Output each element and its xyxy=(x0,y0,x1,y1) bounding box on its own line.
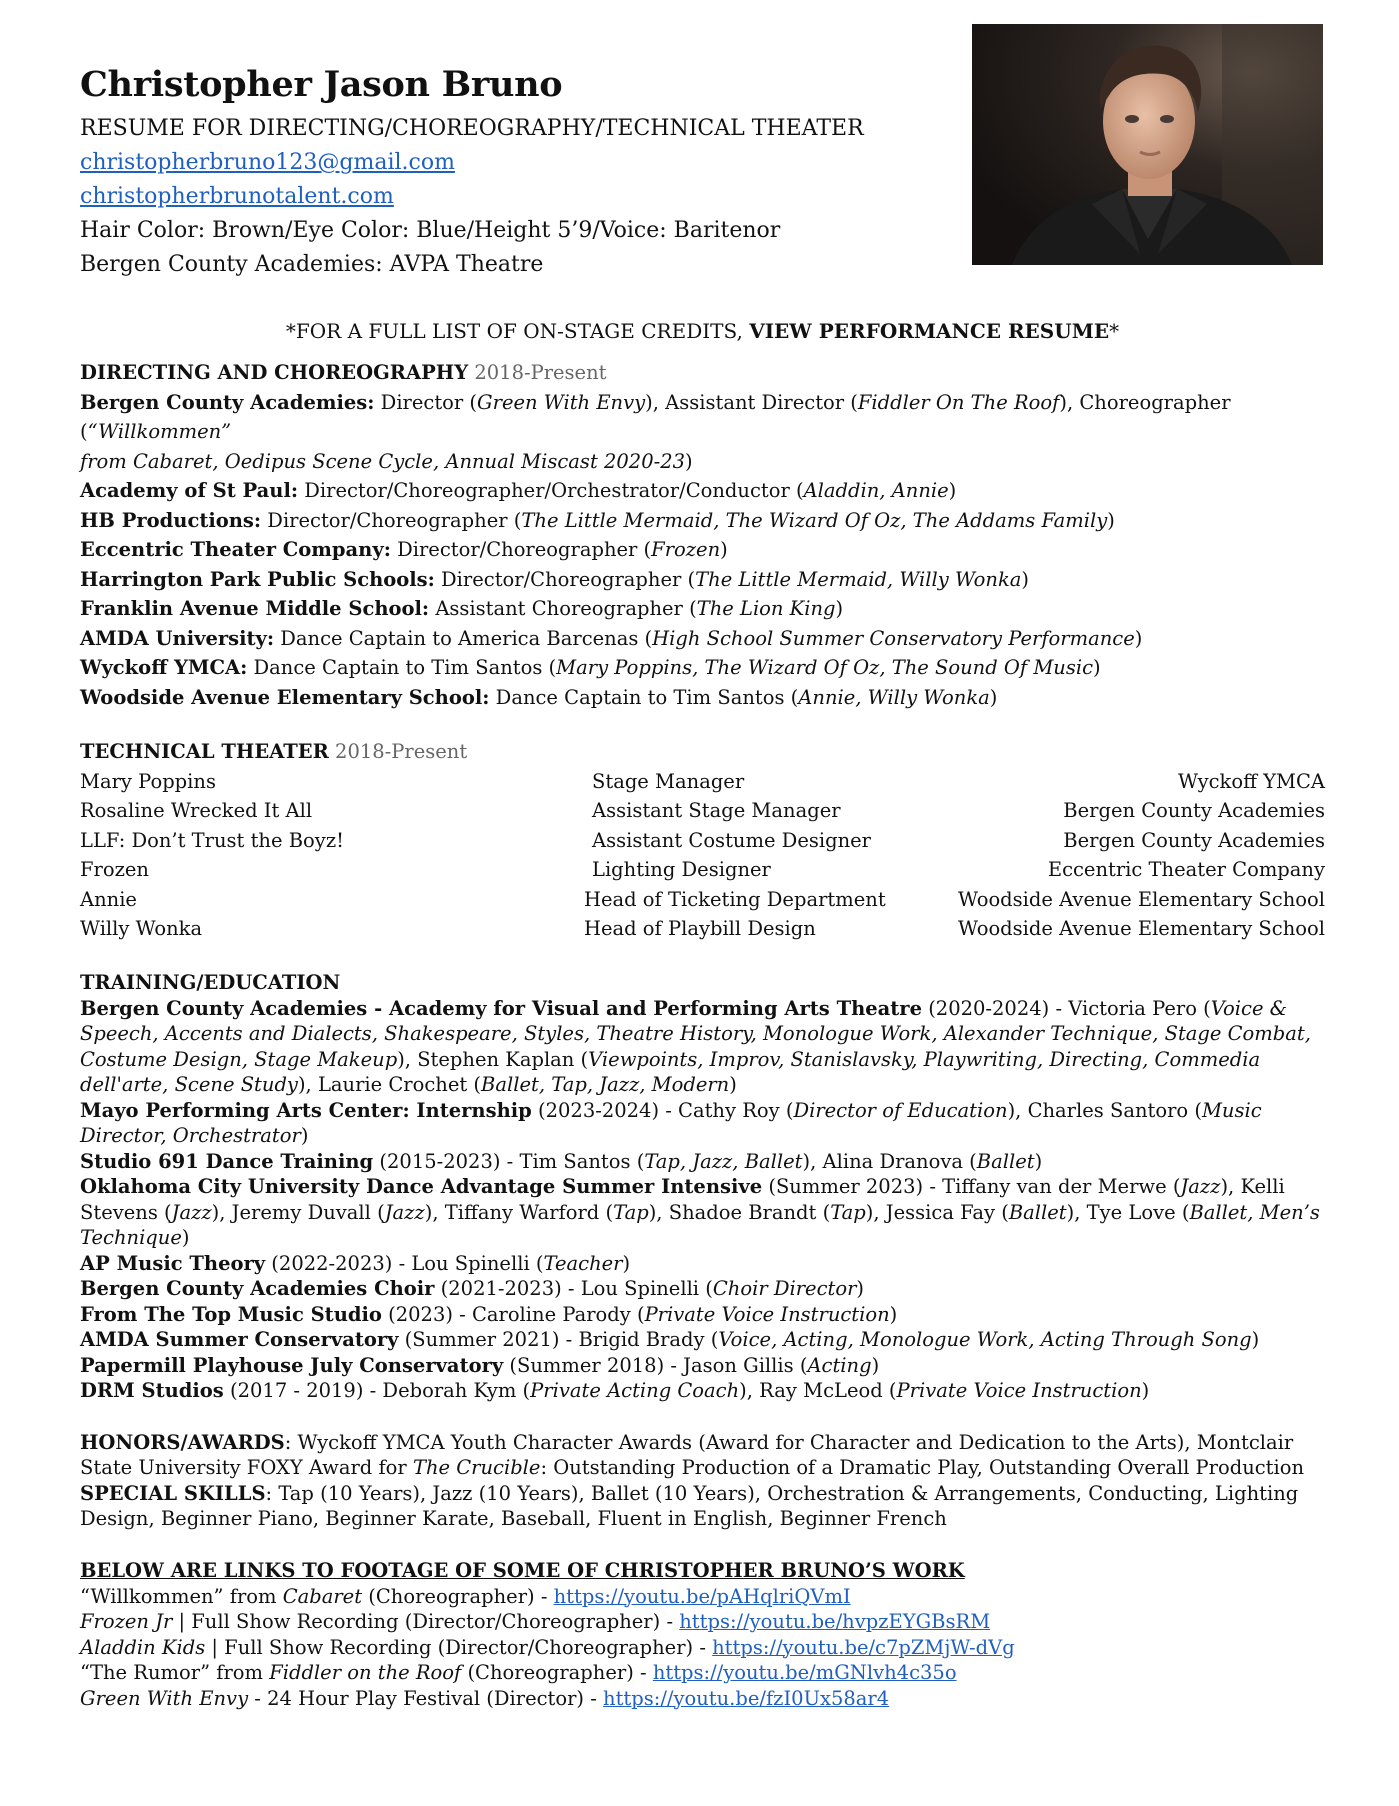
footage-show: Green With Envy xyxy=(80,1686,249,1710)
technical-row xyxy=(80,855,1325,885)
technical-section xyxy=(80,737,1325,944)
tech-org: Bergen County Academies xyxy=(1063,828,1325,852)
training-subjects: Choir Director xyxy=(712,1277,857,1300)
training-text: ), Charles Santoro ( xyxy=(1007,1098,1202,1122)
footage-section xyxy=(80,1558,1325,1712)
footage-link[interactable]: https://youtu.be/mGNlvh4c35o xyxy=(652,1661,957,1684)
training-text: ) xyxy=(622,1251,631,1275)
training-text: (Summer 2018) - Jason Gillis ( xyxy=(503,1353,808,1377)
view-performance-resume: VIEW PERFORMANCE RESUME xyxy=(749,319,1110,343)
training-org: From The Top Music Studio xyxy=(80,1302,382,1326)
training-org: Oklahoma City University Dance Advantage Summer Intensive xyxy=(80,1175,763,1198)
training-text: ), Tiffany Warford ( xyxy=(424,1200,614,1224)
training-subjects: Private Acting Coach xyxy=(530,1379,740,1402)
spacer xyxy=(80,712,1325,737)
directing-item-bca xyxy=(80,388,1325,477)
email-link[interactable]: christopherbruno123@gmail.com xyxy=(80,150,455,175)
training-org: DRM Studios xyxy=(80,1379,224,1402)
footage-desc: | Full Show Recording (Director/Choreographer) - xyxy=(205,1635,713,1659)
tech-org: Woodside Avenue Elementary School xyxy=(957,917,1325,940)
training-item xyxy=(80,1302,1325,1328)
footage-desc: - 24 Hour Play Festival (Director) - xyxy=(248,1686,604,1710)
org-name: HB Productions: xyxy=(80,508,262,532)
training-subjects: Tap xyxy=(613,1200,649,1224)
training-subjects: Tap xyxy=(830,1200,866,1224)
footage-desc: (Choreographer) - xyxy=(461,1661,653,1684)
training-text: (2022-2023) - Lou Spinelli ( xyxy=(265,1251,544,1275)
training-text: ), Shadoe Brandt ( xyxy=(648,1200,831,1224)
footage-show: Frozen Jr xyxy=(80,1610,173,1633)
tech-org: Eccentric Theater Company xyxy=(1047,858,1325,881)
training-org: AMDA Summer Conservatory xyxy=(80,1328,399,1351)
training-text: (2020-2024) - Victoria Pero ( xyxy=(922,996,1211,1020)
performance-resume-note xyxy=(80,316,1325,346)
training-org: AP Music Theory xyxy=(80,1251,266,1275)
spacer xyxy=(80,944,1325,970)
footage-item xyxy=(80,1660,1325,1686)
resume-header xyxy=(80,62,900,282)
show-names: Frozen xyxy=(651,538,721,561)
spacer xyxy=(80,1404,1325,1430)
skills-text: : Tap (10 Years), Jazz (10 Years), Ballet (10 Years), Orchestration & Arrangements, Conducting, Lighting Design, Beginner Piano, Beginner Karate, Baseball, Fluent in English, Beginner French xyxy=(80,1481,1299,1530)
training-org: Mayo Performing Arts Center: Internship xyxy=(80,1098,532,1122)
training-subjects: Music Director, Orchestrator xyxy=(80,1098,1262,1147)
technical-row xyxy=(80,767,1325,797)
training-subjects: Director of Education xyxy=(793,1098,1008,1122)
role-text: ) xyxy=(1107,508,1115,532)
training-subjects: Tap, Jazz, Ballet xyxy=(644,1149,803,1173)
training-text: (2023-2024) - Cathy Roy ( xyxy=(531,1098,794,1122)
spacer xyxy=(80,1532,1325,1558)
role-text: ) xyxy=(835,597,844,620)
training-text: ) xyxy=(1141,1379,1150,1402)
directing-section xyxy=(80,358,1325,712)
training-item xyxy=(80,1327,1325,1353)
website-line xyxy=(80,180,900,214)
tech-show: LLF: Don’t Trust the Boyz! xyxy=(80,828,344,852)
tech-show: Annie xyxy=(80,887,137,911)
training-text: ), Tye Love ( xyxy=(1066,1200,1190,1224)
role-text: ) xyxy=(685,449,693,473)
honors-show: The Crucible xyxy=(412,1456,541,1479)
training-subjects: Ballet, Tap, Jazz, Modern xyxy=(481,1073,730,1096)
resume-body xyxy=(80,316,1325,1711)
honors-awards xyxy=(80,1430,1325,1481)
training-text: ), Jeremy Duvall ( xyxy=(211,1200,385,1224)
training-text: ) xyxy=(856,1277,864,1300)
training-text: ) xyxy=(181,1226,190,1249)
technical-title-text: TECHNICAL THEATER xyxy=(80,740,329,763)
headshot-image xyxy=(972,24,1323,265)
headshot-photo xyxy=(972,24,1323,265)
footage-item xyxy=(80,1609,1325,1635)
training-studio691 xyxy=(80,1149,1325,1175)
training-subjects: Teacher xyxy=(543,1251,623,1275)
technical-row xyxy=(80,796,1325,826)
technical-years: 2018-Present xyxy=(328,740,468,763)
directing-item xyxy=(80,476,1325,506)
tech-role: Head of Playbill Design xyxy=(583,917,816,940)
footage-desc: (Choreographer) - xyxy=(362,1584,554,1608)
honors-text: : Wyckoff YMCA Youth Character Awards (Award for Character and Dedication to the Arts), Montclair State University FOXY Award for xyxy=(80,1430,1294,1479)
training-text: (2017 - 2019) - Deborah Kym ( xyxy=(223,1379,531,1402)
show-names: The Lion King xyxy=(696,597,836,620)
tech-show: Willy Wonka xyxy=(80,917,203,940)
show-names: Mary Poppins, The Wizard Of Oz, The Sound Of Music xyxy=(556,656,1094,679)
role-text: Director ( xyxy=(374,390,478,414)
role-text: ), Choreographer ( xyxy=(80,390,1231,443)
training-title: TRAINING/EDUCATION xyxy=(80,970,341,994)
training-subjects: Jazz xyxy=(171,1200,212,1224)
tech-org: Woodside Avenue Elementary School xyxy=(957,887,1325,911)
training-section xyxy=(80,970,1325,1404)
training-bca xyxy=(80,996,1325,1098)
directing-item xyxy=(80,624,1325,654)
tech-role: Assistant Costume Designer xyxy=(592,828,872,852)
training-subjects: Jazz xyxy=(1180,1175,1221,1198)
training-text: (2023) - Caroline Parody ( xyxy=(381,1302,645,1326)
training-text: ), Ray McLeod ( xyxy=(739,1379,897,1402)
technical-row xyxy=(80,914,1325,944)
training-ocu xyxy=(80,1174,1325,1251)
physical-stats: Hair Color: Brown/Eye Color: Blue/Height 5’9/Voice: Baritenor xyxy=(80,218,781,243)
training-drm xyxy=(80,1378,1325,1404)
website-link[interactable]: christopherbrunotalent.com xyxy=(80,184,394,209)
footage-item xyxy=(80,1584,1325,1610)
training-text: ), Jessica Fay ( xyxy=(865,1200,1009,1224)
show-names: High School Summer Conservatory Performance xyxy=(652,626,1135,650)
tech-org: Bergen County Academies xyxy=(1063,799,1325,822)
org-name: Eccentric Theater Company: xyxy=(80,538,391,561)
training-text: ), Stephen Kaplan ( xyxy=(397,1047,589,1071)
training-org: Bergen County Academies - Academy for Visual and Performing Arts Theatre xyxy=(80,996,922,1020)
technical-row xyxy=(80,826,1325,856)
footage-link[interactable]: https://youtu.be/fzI0Ux58ar4 xyxy=(603,1686,890,1710)
org-name: Franklin Avenue Middle School: xyxy=(80,597,430,620)
training-text: (2021-2023) - Lou Spinelli ( xyxy=(434,1277,713,1300)
footage-desc: | Full Show Recording (Director/Choreographer) - xyxy=(172,1610,680,1633)
role-text: Dance Captain to Tim Santos ( xyxy=(247,656,557,679)
training-text: ) xyxy=(1251,1328,1260,1351)
directing-item xyxy=(80,535,1325,565)
footage-link[interactable]: https://youtu.be/pAHqlriQVmI xyxy=(553,1584,851,1608)
training-text: ) xyxy=(1034,1149,1043,1173)
training-text: ) xyxy=(300,1124,309,1147)
skills-label: SPECIAL SKILLS xyxy=(80,1481,266,1505)
resume-subtitle: RESUME FOR DIRECTING/CHOREOGRAPHY/TECHNICAL THEATER xyxy=(80,116,864,141)
directing-item xyxy=(80,683,1325,713)
training-subjects: Voice, Acting, Monologue Work, Acting Through Song xyxy=(718,1328,1252,1351)
tech-role: Head of Ticketing Department xyxy=(583,887,886,911)
directing-title xyxy=(80,358,1325,388)
directing-item xyxy=(80,594,1325,624)
directing-list xyxy=(80,476,1325,712)
role-text: Director/Choreographer/Orchestrator/Conductor ( xyxy=(298,479,804,502)
training-item xyxy=(80,1251,1325,1277)
school-line: Bergen County Academies: AVPA Theatre xyxy=(80,252,544,277)
training-org: Bergen County Academies Choir xyxy=(80,1277,435,1300)
training-text: ), Laurie Crochet ( xyxy=(297,1073,482,1096)
training-subjects: Ballet xyxy=(1008,1200,1067,1224)
directing-item xyxy=(80,653,1325,683)
technical-row xyxy=(80,885,1325,915)
footage-list xyxy=(80,1584,1325,1712)
training-text: ) xyxy=(729,1073,737,1096)
footage-title-text: BELOW ARE LINKS TO FOOTAGE OF SOME OF CHRISTOPHER BRUNO’S WORK xyxy=(80,1558,965,1582)
role-text: ) xyxy=(1134,626,1143,650)
role-text: ) xyxy=(948,479,957,502)
show-names: “Willkommen” xyxy=(87,420,232,443)
email-line xyxy=(80,146,900,180)
technical-table xyxy=(80,767,1325,944)
note-prefix: *FOR A FULL LIST OF ON-STAGE CREDITS, xyxy=(285,319,750,343)
show-names: Green With Envy xyxy=(477,390,646,414)
training-text: ), Kelli Stevens ( xyxy=(80,1175,1285,1224)
org-name: Academy of St Paul: xyxy=(80,479,299,502)
role-text: Director/Choreographer ( xyxy=(261,508,522,532)
role-text: ) xyxy=(720,538,728,561)
directing-item xyxy=(80,506,1325,536)
tech-role: Lighting Designer xyxy=(592,858,771,881)
technical-title xyxy=(80,737,1325,767)
footage-title xyxy=(80,1558,1325,1584)
training-text: ), Alina Dranova ( xyxy=(802,1149,977,1173)
training-subjects: Acting xyxy=(807,1353,872,1377)
training-org: Papermill Playhouse July Conservatory xyxy=(80,1353,504,1377)
training-subjects: Viewpoints, Improv, Stanislavsky, Playwriting, Directing, Commedia dell'arte, Scene Study xyxy=(80,1047,1261,1096)
org-name: Woodside Avenue Elementary School: xyxy=(80,685,490,709)
org-name: Harrington Park Public Schools: xyxy=(80,567,435,591)
tech-org: Wyckoff YMCA xyxy=(1177,769,1325,793)
role-text: Assistant Choreographer ( xyxy=(429,597,697,620)
footage-item xyxy=(80,1635,1325,1661)
tech-show: Mary Poppins xyxy=(80,769,216,793)
show-names: Fiddler On The Roof xyxy=(857,390,1060,414)
training-text: (2015-2023) - Tim Santos ( xyxy=(373,1149,645,1173)
training-mayo xyxy=(80,1098,1325,1149)
show-names: The Little Mermaid, Willy Wonka xyxy=(695,567,1022,591)
role-text: ) xyxy=(1093,656,1101,679)
training-org: Studio 691 Dance Training xyxy=(80,1149,374,1173)
role-text: ) xyxy=(989,685,998,709)
footage-pre: “The Rumor” from xyxy=(80,1661,270,1684)
training-list xyxy=(80,1251,1325,1379)
role-text: ) xyxy=(1021,567,1030,591)
note-suffix: * xyxy=(1109,319,1120,343)
tech-show: Frozen xyxy=(80,858,149,881)
tech-show: Rosaline Wrecked It All xyxy=(80,799,313,822)
candidate-name: Christopher Jason Bruno xyxy=(80,64,563,105)
training-subjects: Ballet, Men’s Technique xyxy=(80,1200,1320,1249)
tech-role: Assistant Stage Manager xyxy=(592,799,841,822)
org-name: Bergen County Academies: xyxy=(80,390,375,414)
footage-pre: “Willkommen” from xyxy=(80,1584,283,1608)
show-names: from Cabaret, Oedipus Scene Cycle, Annual Miscast 2020-23 xyxy=(80,449,686,473)
show-names: Aladdin, Annie xyxy=(803,479,949,502)
training-text: (Summer 2021) - Brigid Brady ( xyxy=(398,1328,719,1351)
show-names: The Little Mermaid, The Wizard Of Oz, The Addams Family xyxy=(521,508,1108,532)
role-text: Director/Choreographer ( xyxy=(390,538,652,561)
footage-show: Aladdin Kids xyxy=(80,1635,206,1659)
training-text: (Summer 2023) - Tiffany van der Merwe ( xyxy=(762,1175,1181,1198)
honors-text: : Outstanding Production of a Dramatic Play, Outstanding Overall Production xyxy=(540,1456,1305,1479)
footage-show: Cabaret xyxy=(282,1584,363,1608)
footage-link[interactable]: https://youtu.be/c7pZMjW-dVg xyxy=(712,1635,1015,1659)
training-text: ) xyxy=(889,1302,898,1326)
directing-title-text: DIRECTING AND CHOREOGRAPHY xyxy=(80,361,469,384)
training-subjects: Private Voice Instruction xyxy=(644,1302,890,1326)
directing-years: 2018-Present xyxy=(468,361,607,384)
footage-item xyxy=(80,1686,1325,1712)
org-name: AMDA University: xyxy=(80,626,275,650)
footage-show: Fiddler on the Roof xyxy=(269,1661,462,1684)
special-skills xyxy=(80,1481,1325,1532)
role-text: Dance Captain to Tim Santos ( xyxy=(489,685,799,709)
training-subjects: Voice & Speech, Accents and Dialects, Shakespeare, Styles, Theatre History, Monologue Work, Alexander Technique, Stage Combat, Costume Design, Stage Makeup xyxy=(80,996,1311,1071)
training-subjects: Private Voice Instruction xyxy=(896,1379,1142,1402)
tech-role: Stage Manager xyxy=(592,769,745,793)
training-text: ) xyxy=(871,1353,880,1377)
training-subjects: Jazz xyxy=(384,1200,425,1224)
org-name: Wyckoff YMCA: xyxy=(80,656,248,679)
training-item xyxy=(80,1353,1325,1379)
role-text: Director/Choreographer ( xyxy=(434,567,696,591)
training-item xyxy=(80,1276,1325,1302)
training-subjects: Ballet xyxy=(976,1149,1035,1173)
honors-label: HONORS/AWARDS xyxy=(80,1430,285,1454)
role-text: ), Assistant Director ( xyxy=(645,390,858,414)
directing-item xyxy=(80,565,1325,595)
show-names: Annie, Willy Wonka xyxy=(798,685,990,709)
role-text: Dance Captain to America Barcenas ( xyxy=(274,626,653,650)
footage-link[interactable]: https://youtu.be/hvpzEYGBsRM xyxy=(679,1610,991,1633)
